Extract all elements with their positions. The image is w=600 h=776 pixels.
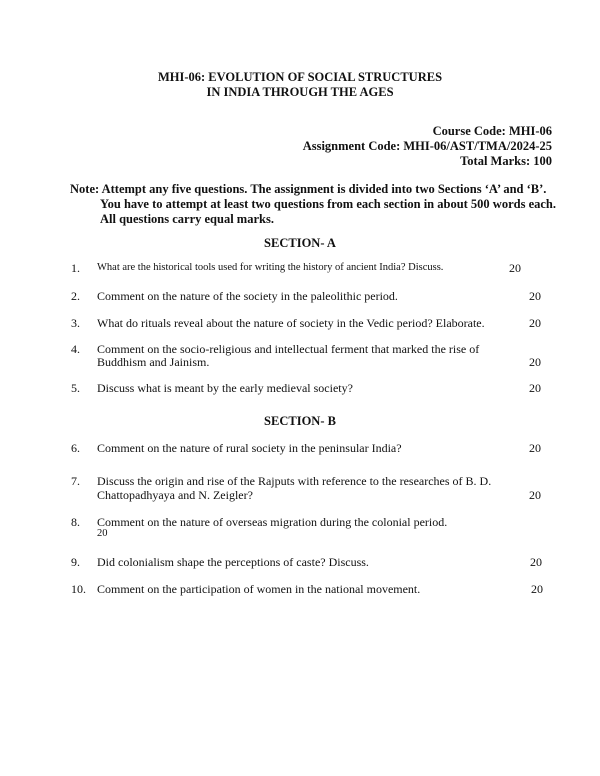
question-marks: 20 — [531, 582, 543, 596]
question-text-line-1: Discuss the origin and rise of the Rajputs with reference to the researches of B. D. — [97, 474, 492, 488]
question-text-line-1: Comment on the socio-religious and intellectual ferment that marked the rise of — [97, 342, 480, 356]
course-code: Course Code: MHI-06 — [432, 124, 552, 138]
question-marks: 20 — [529, 289, 541, 303]
total-marks: Total Marks: 100 — [460, 154, 552, 168]
question-text: What are the historical tools used for writing the history of ancient India? Discuss. — [97, 262, 444, 273]
question-marks: 20 — [529, 381, 541, 395]
assignment-code: Assignment Code: MHI-06/AST/TMA/2024-25 — [302, 139, 552, 153]
question-number: 7. — [71, 474, 80, 488]
question-number: 2. — [71, 289, 80, 303]
question-text: Comment on the nature of the society in the paleolithic period. — [97, 289, 398, 303]
question-text: Comment on the nature of rural society in the peninsular India? — [97, 441, 402, 455]
question-number: 8. — [71, 515, 80, 529]
question-text: Did colonialism shape the perceptions of caste? Discuss. — [97, 555, 369, 569]
question-marks: 20 — [97, 528, 108, 539]
question-marks: 20 — [529, 488, 541, 502]
question-number: 5. — [71, 381, 80, 395]
question-number: 9. — [71, 555, 80, 569]
document-title-line-2: IN INDIA THROUGH THE AGES — [206, 85, 394, 99]
question-number: 3. — [71, 316, 80, 330]
question-text: What do rituals reveal about the nature of society in the Vedic period? Elaborate. — [97, 316, 485, 330]
question-marks: 20 — [529, 316, 541, 330]
question-number: 4. — [71, 342, 80, 356]
question-marks: 20 — [509, 261, 521, 275]
question-text: Discuss what is meant by the early medieval society? — [97, 381, 353, 395]
document-title-line-1: MHI-06: EVOLUTION OF SOCIAL STRUCTURES — [157, 70, 443, 84]
question-marks: 20 — [529, 355, 541, 369]
question-marks: 20 — [530, 555, 542, 569]
question-number: 1. — [71, 261, 80, 275]
section-a-heading: SECTION- A — [264, 236, 336, 250]
question-text: Comment on the participation of women in the national movement. — [97, 582, 421, 596]
note-line-2: You have to attempt at least two questions from each section in about 500 words each. — [100, 197, 556, 211]
question-number: 10. — [71, 582, 86, 596]
note-line-3: All questions carry equal marks. — [100, 212, 274, 226]
question-text-line-2: Chattopadhyaya and N. Zeigler? — [97, 488, 253, 502]
question-text-line-2: Buddhism and Jainism. — [97, 355, 210, 369]
note-line-1: Note: Attempt any five questions. The assignment is divided into two Sections ‘A’ and ‘B’. — [70, 182, 547, 196]
question-marks: 20 — [529, 441, 541, 455]
section-b-heading: SECTION- B — [264, 414, 336, 428]
question-text: Comment on the nature of overseas migration during the colonial period. — [97, 515, 448, 529]
question-number: 6. — [71, 441, 80, 455]
